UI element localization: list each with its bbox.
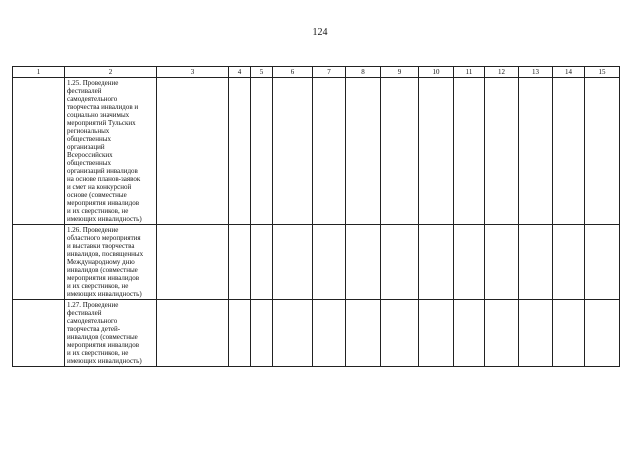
table-body bbox=[13, 78, 620, 367]
empty-cell bbox=[553, 300, 585, 367]
empty-cell bbox=[585, 78, 620, 225]
empty-cell bbox=[251, 300, 273, 367]
description-line: инвалидов (совместные bbox=[67, 266, 138, 274]
empty-cell bbox=[346, 78, 381, 225]
description-line: и их сверстников, не bbox=[67, 349, 129, 357]
activity-description bbox=[65, 78, 156, 224]
empty-cell bbox=[381, 78, 419, 225]
empty-cell bbox=[313, 225, 346, 300]
description-line: самодеятельного bbox=[67, 317, 118, 325]
description-line: и их сверстников, не bbox=[67, 282, 129, 290]
empty-cell bbox=[454, 300, 485, 367]
empty-cell bbox=[485, 300, 519, 367]
description-line: областного мероприятия bbox=[67, 234, 141, 242]
description-line: инвалидов, посвященных bbox=[67, 250, 144, 258]
empty-cell bbox=[585, 225, 620, 300]
description-line: имеющих инвалидность) bbox=[67, 357, 142, 365]
description-line: Всероссийских bbox=[67, 151, 113, 159]
empty-cell bbox=[519, 300, 553, 367]
activity-description-cell bbox=[65, 300, 157, 367]
description-line: организаций bbox=[67, 143, 105, 151]
description-line: и смет на конкурсной bbox=[67, 183, 132, 191]
description-line: 1.25. Проведение bbox=[67, 79, 119, 87]
description-line: имеющих инвалидность) bbox=[67, 215, 142, 223]
description-line: региональных bbox=[67, 127, 110, 135]
column-header: 2 bbox=[65, 67, 157, 78]
description-line: на основе планов-заявок bbox=[67, 175, 141, 183]
activity-description bbox=[65, 225, 156, 299]
column-header: 7 bbox=[313, 67, 346, 78]
column-header: 6 bbox=[273, 67, 313, 78]
description-line: и выставки творчества bbox=[67, 242, 135, 250]
empty-cell bbox=[273, 78, 313, 225]
table-row bbox=[13, 300, 620, 367]
column-header: 9 bbox=[381, 67, 419, 78]
description-line: творчества детей- bbox=[67, 325, 121, 333]
description-line: социально значимых bbox=[67, 111, 130, 119]
column-header: 15 bbox=[585, 67, 620, 78]
plan-table bbox=[12, 66, 620, 367]
description-line: организаций инвалидов bbox=[67, 167, 138, 175]
column-header: 13 bbox=[519, 67, 553, 78]
description-line: и их сверстников, не bbox=[67, 207, 129, 215]
empty-cell bbox=[381, 300, 419, 367]
empty-cell bbox=[229, 300, 251, 367]
page-number: 124 bbox=[312, 27, 328, 38]
description-line: творчества инвалидов и bbox=[67, 103, 139, 111]
empty-cell bbox=[381, 225, 419, 300]
description-line: мероприятия инвалидов bbox=[67, 274, 140, 282]
description-line: фестивалей bbox=[67, 309, 102, 317]
empty-cell bbox=[13, 225, 65, 300]
empty-cell bbox=[553, 78, 585, 225]
empty-cell bbox=[585, 300, 620, 367]
empty-cell bbox=[454, 225, 485, 300]
column-header: 4 bbox=[229, 67, 251, 78]
column-header: 5 bbox=[251, 67, 273, 78]
column-header: 8 bbox=[346, 67, 381, 78]
empty-cell bbox=[157, 78, 229, 225]
empty-cell bbox=[553, 225, 585, 300]
column-header: 11 bbox=[454, 67, 485, 78]
description-line: 1.26. Проведение bbox=[67, 226, 119, 234]
description-line: мероприятия инвалидов bbox=[67, 199, 140, 207]
description-line: самодеятельного bbox=[67, 95, 118, 103]
empty-cell bbox=[454, 78, 485, 225]
empty-cell bbox=[519, 78, 553, 225]
description-line: мероприятий Тульских bbox=[67, 119, 136, 127]
table-row bbox=[13, 78, 620, 225]
empty-cell bbox=[313, 300, 346, 367]
description-line: общественных bbox=[67, 159, 111, 167]
empty-cell bbox=[346, 300, 381, 367]
empty-cell bbox=[157, 225, 229, 300]
activity-description-cell bbox=[65, 78, 157, 225]
empty-cell bbox=[485, 78, 519, 225]
column-header: 3 bbox=[157, 67, 229, 78]
empty-cell bbox=[419, 78, 454, 225]
empty-cell bbox=[419, 225, 454, 300]
column-header: 12 bbox=[485, 67, 519, 78]
empty-cell bbox=[157, 300, 229, 367]
column-header: 10 bbox=[419, 67, 454, 78]
description-line: 1.27. Проведение bbox=[67, 301, 119, 309]
description-line: фестивалей bbox=[67, 87, 102, 95]
activity-description-cell bbox=[65, 225, 157, 300]
description-line: общественных bbox=[67, 135, 111, 143]
table-row bbox=[13, 225, 620, 300]
description-line: имеющих инвалидность) bbox=[67, 290, 142, 298]
empty-cell bbox=[485, 225, 519, 300]
empty-cell bbox=[273, 225, 313, 300]
description-line: Международному дню bbox=[67, 258, 135, 266]
empty-cell bbox=[273, 300, 313, 367]
column-header: 14 bbox=[553, 67, 585, 78]
description-line: мероприятия инвалидов bbox=[67, 341, 140, 349]
activity-description bbox=[65, 300, 156, 366]
header-row bbox=[13, 67, 620, 78]
empty-cell bbox=[313, 78, 346, 225]
empty-cell bbox=[251, 225, 273, 300]
description-line: инвалидов (совместные bbox=[67, 333, 138, 341]
empty-cell bbox=[13, 78, 65, 225]
empty-cell bbox=[229, 225, 251, 300]
empty-cell bbox=[519, 225, 553, 300]
empty-cell bbox=[229, 78, 251, 225]
empty-cell bbox=[13, 300, 65, 367]
empty-cell bbox=[346, 225, 381, 300]
empty-cell bbox=[419, 300, 454, 367]
empty-cell bbox=[251, 78, 273, 225]
description-line: основе (совместные bbox=[67, 191, 127, 199]
column-header: 1 bbox=[13, 67, 65, 78]
